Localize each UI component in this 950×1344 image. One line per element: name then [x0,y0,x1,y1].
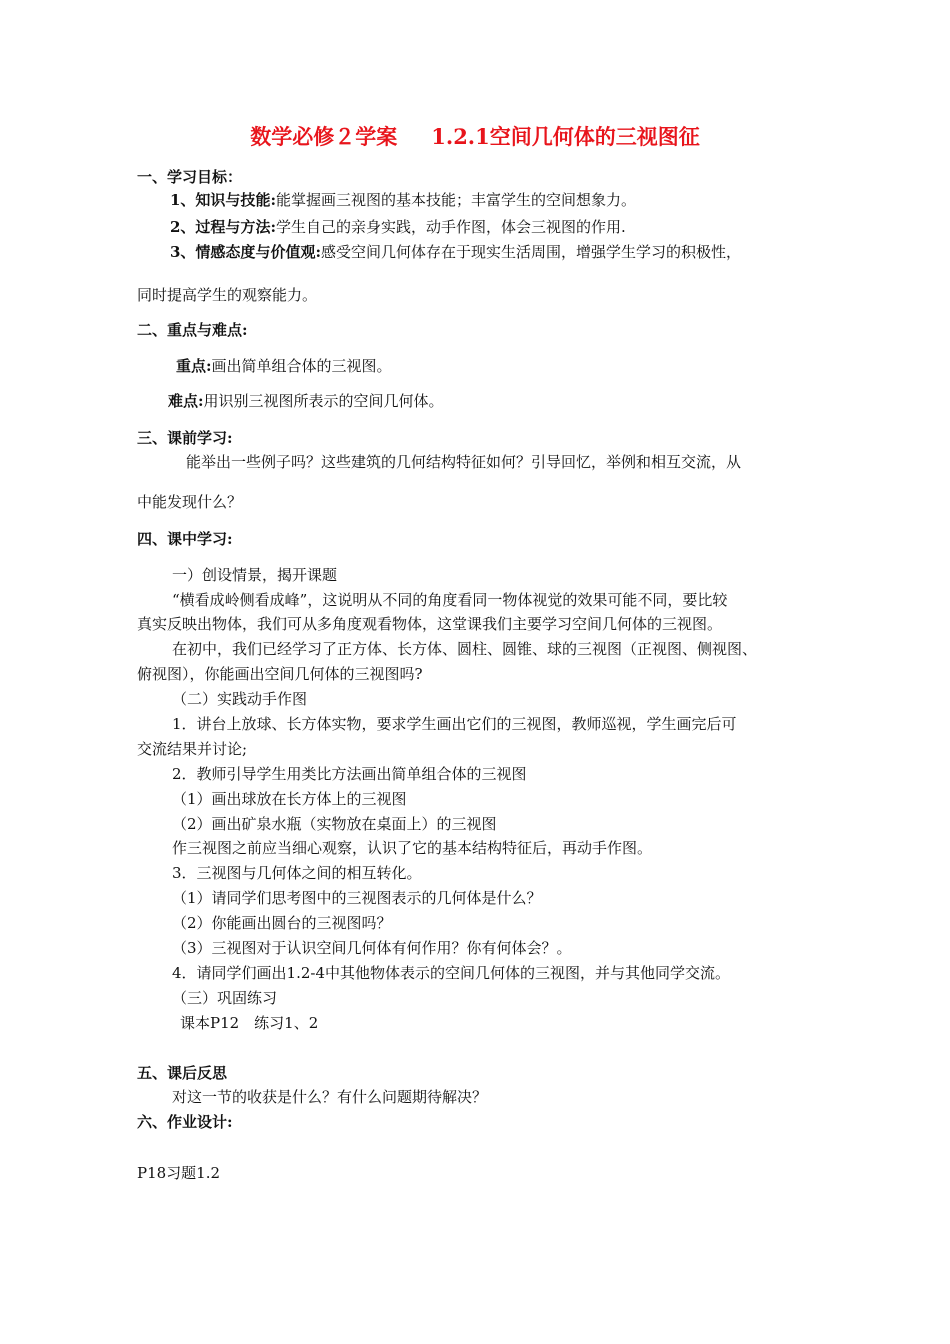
objective-knowledge: 1、知识与技能:能掌握画三视图的基本技能；丰富学生的空间想象力。 [170,191,636,209]
inclass-line: 作三视图之前应当细心观察，认识了它的基本结构特征后，再动手作图。 [172,839,653,857]
objective-attitude-continued: 同时提高学生的观察能力。 [137,286,318,304]
inclass-line: （2）你能画出圆台的三视图吗？ [172,914,392,932]
inclass-line: 在初中，我们已经学习了正方体、长方体、圆柱、圆锥、球的三视图（正视图、侧视图、 [172,640,758,658]
homework-line: P18习题1.2 [137,1164,221,1182]
difficult-point: 难点:用识别三视图所表示的空间几何体。 [168,392,444,410]
preclass-line-2: 中能发现什么？ [137,493,243,511]
inclass-line: （2）画出矿泉水瓶（实物放在桌面上）的三视图 [172,815,497,833]
inclass-line: “横看成岭侧看成峰”，这说明从不同的角度看同一物体视觉的效果可能不同，要比较 [172,591,728,609]
inclass-line: 课本P12 练习1、2 [180,1014,319,1032]
inclass-line: （三）巩固练习 [172,989,278,1007]
objective-process: 2、过程与方法:学生自己的亲身实践，动手作图，体会三视图的作用. [170,218,626,236]
key-point: 重点:画出简单组合体的三视图。 [176,357,392,375]
section-2-heading: 二、重点与难点: [137,321,248,339]
section-6-heading: 六、作业设计: [137,1113,233,1131]
inclass-line: （二）实践动手作图 [172,690,308,708]
section-3-heading: 三、课前学习: [137,429,233,447]
inclass-line: （1）画出球放在长方体上的三视图 [172,790,407,808]
inclass-line: 1．讲台上放球、长方体实物，要求学生画出它们的三视图，教师巡视，学生画完后可 [172,715,737,733]
inclass-line: 真实反映出物体，我们可从多角度观看物体，这堂课我们主要学习空间几何体的三视图。 [137,615,723,633]
section-4-heading: 四、课中学习: [137,530,233,548]
section-1-heading: 一、学习目标： [137,168,243,186]
inclass-line: 2．教师引导学生用类比方法画出简单组合体的三视图 [172,765,527,783]
reflection-line: 对这一节的收获是什么？有什么问题期待解决？ [172,1088,488,1106]
inclass-line: 一）创设情景，揭开课题 [172,566,338,584]
preclass-line-1: 能举出一些例子吗？这些建筑的几何结构特征如何？引导回忆，举例和相互交流，从 [186,453,742,471]
inclass-line: 俯视图），你能画出空间几何体的三视图吗? [137,665,423,683]
title-part2: 1.2.1空间几何体的三视图征 [431,124,700,149]
page-title [0,124,950,150]
title-part1: 数学必修２学案 [250,124,398,149]
inclass-line: 交流结果并讨论; [137,740,248,758]
objective-attitude: 3、情感态度与价值观:感受空间几何体存在于现实生活周围，增强学生学习的积极性， [170,243,741,261]
section-5-heading: 五、课后反思 [137,1064,228,1082]
inclass-line: （1）请同学们思考图中的三视图表示的几何体是什么？ [172,889,542,907]
inclass-line: 4．请同学们画出1.2-4中其他物体表示的空间几何体的三视图，并与其他同学交流。 [172,964,731,982]
inclass-line: 3．三视图与几何体之间的相互转化。 [172,864,422,882]
inclass-line: （3）三视图对于认识空间几何体有何作用？你有何体会？。 [172,939,572,957]
